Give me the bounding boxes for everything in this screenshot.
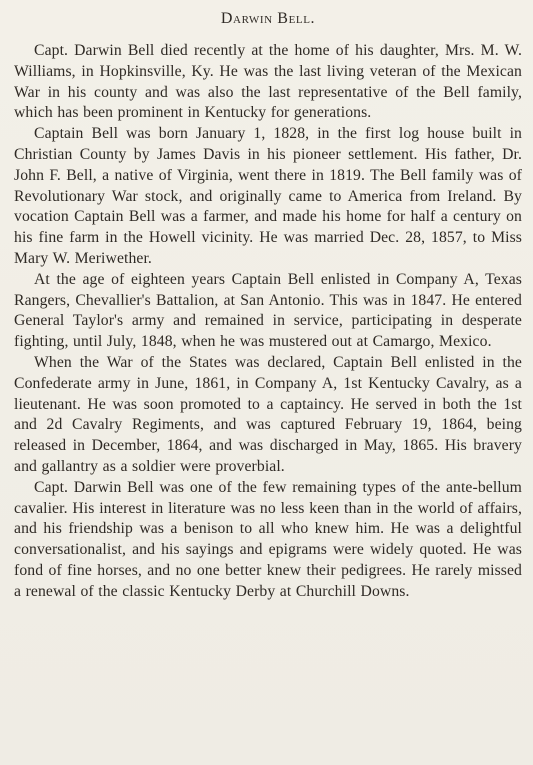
paragraph-mexican-war-service: At the age of eighteen years Captain Bell enlisted in Company A, Texas Rangers, Chevallier's Battalion, at San Antonio. This was in 1847. He entered General Taylor's army and remained in service, participating in desperate fighting, until July, 1848, when he was mustered out at Camargo, Mexico.	[14, 270, 522, 351]
paragraph-character: Capt. Darwin Bell was one of the few remaining types of the ante-bellum cavalier. His interest in literature was no less keen than in the world of affairs, and his friendship was a benison to all who knew him. He was a delightful conversationalist, and his sayings and epigrams were widely quoted. He was fond of fine horses, and no one better knew their pedigrees. He rarely missed a renewal of the classic Kentucky Derby at Churchill Downs.	[14, 478, 522, 600]
paragraph-death-notice: Capt. Darwin Bell died recently at the home of his daughter, Mrs. M. W. Williams, in Hopkinsville, Ky. He was the last living veteran of the Mexican War in his county and was also the last representative of the Bell family, which has been prominent in Kentucky for generations.	[14, 42, 522, 122]
article-body	[14, 41, 522, 603]
paragraph-confederate-service: When the War of the States was declared, Captain Bell enlisted in the Confederate army in June, 1861, in Company A, 1st Kentucky Cavalry, as a lieutenant. He was soon promoted to a captaincy. He served in both the 1st and 2d Cavalry Regiments, and was captured February 19, 1864, being released in December, 1864, and was discharged in May, 1865. His bravery and gallantry as a soldier were proverbial.	[14, 353, 522, 475]
paragraph-early-life: Captain Bell was born January 1, 1828, in the first log house built in Christian County by James Davis in his pioneer settlement. His father, Dr. John F. Bell, a native of Virginia, went there in 1819. The Bell family was of Revolutionary War stock, and originally came to America from Ireland. By vocation Captain Bell was a farmer, and made his home for half a century on his fine farm in the Howell vicinity. He was married Dec. 28, 1857, to Miss Mary W. Meriwether.	[14, 125, 522, 267]
article-title: Darwin Bell.	[220, 10, 316, 27]
